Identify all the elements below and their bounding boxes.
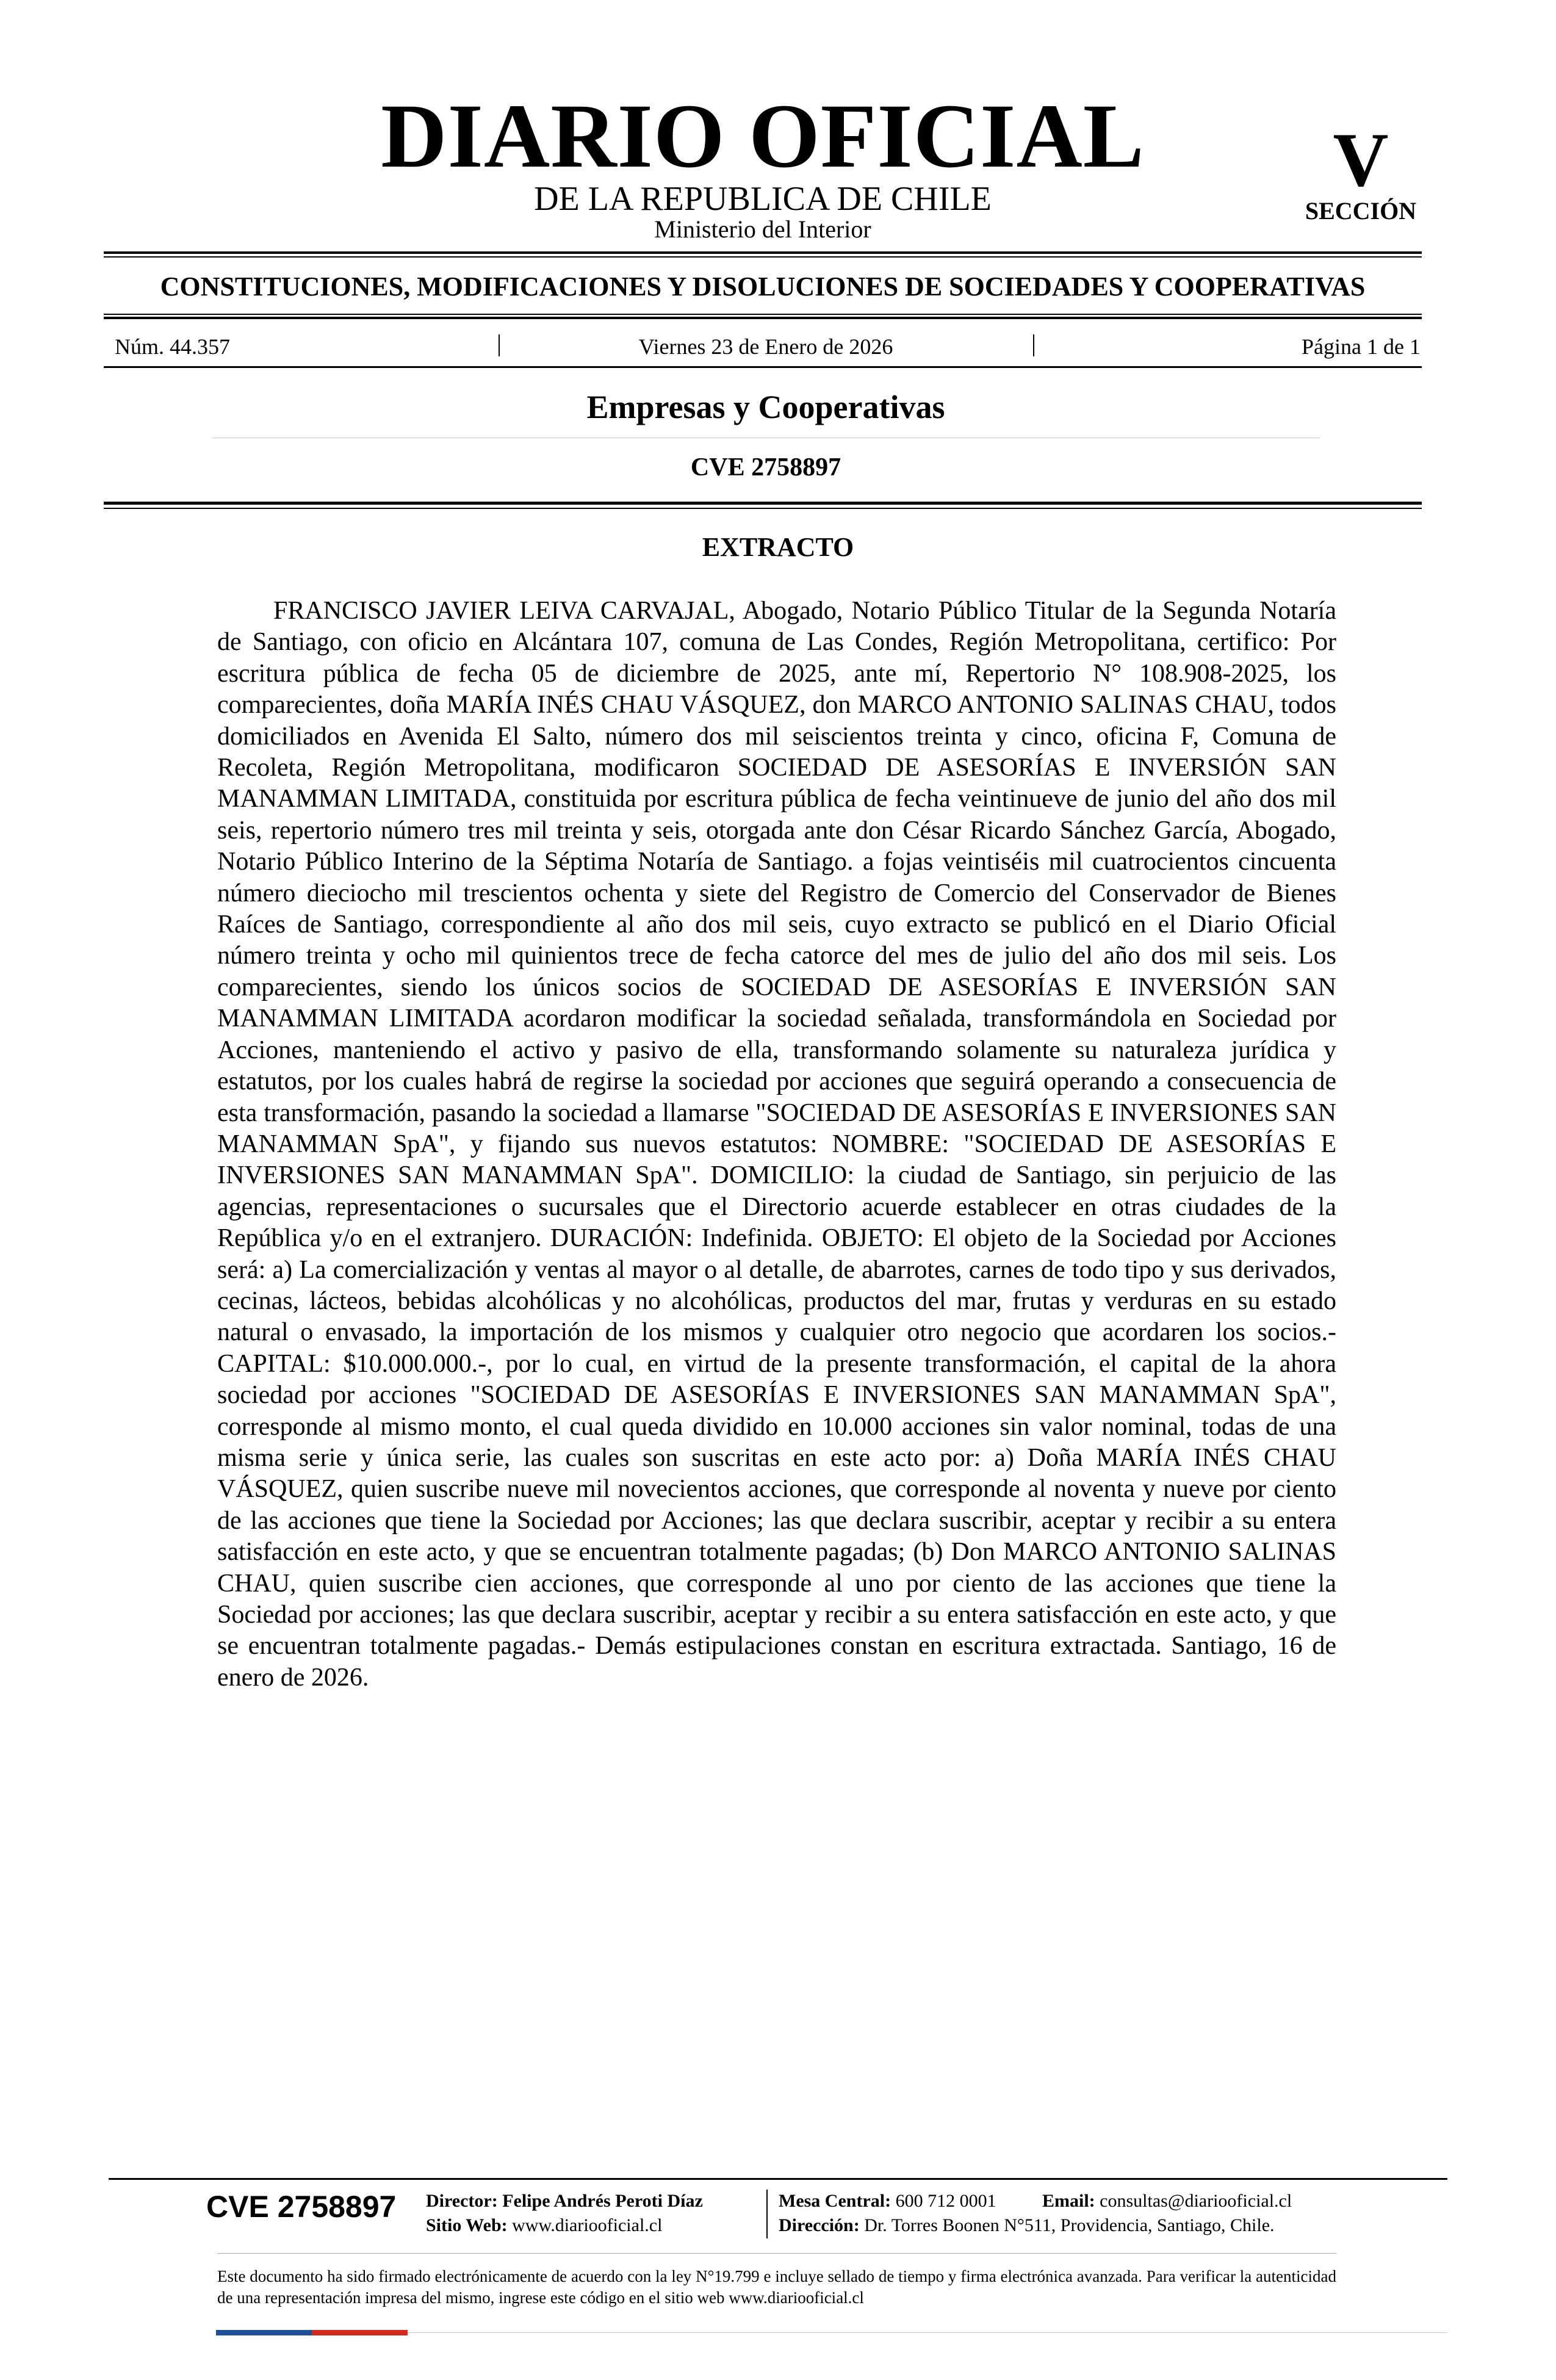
footer-address: [779, 2216, 1275, 2235]
footer-phone: [779, 2192, 996, 2210]
flag-red-segment: [312, 2330, 408, 2335]
info-separator: [1033, 334, 1034, 356]
address-text: Dr. Torres Boonen N°511, Providencia, Santiago, Chile.: [864, 2215, 1275, 2235]
section-title: CONSTITUCIONES, MODIFICACIONES Y DISOLUCIONES DE SOCIEDADES Y COOPERATIVAS: [160, 272, 1366, 301]
category-title: Empresas y Cooperativas: [586, 389, 945, 425]
info-rule: [104, 366, 1422, 368]
issue-number: Núm. 44.357: [115, 334, 230, 359]
phone-number: 600 712 0001: [895, 2191, 996, 2211]
address-label: Dirección:: [779, 2215, 860, 2235]
footer-website: [426, 2216, 662, 2235]
footer-rule-top: [109, 2178, 1447, 2180]
masthead-ministry: Ministerio del Interior: [654, 215, 871, 243]
issue-date: Viernes 23 de Enero de 2026: [638, 334, 893, 359]
footer-rule-mid: [217, 2253, 1336, 2254]
email-link[interactable]: consultas@diariooficial.cl: [1100, 2191, 1292, 2211]
document-heading: EXTRACTO: [702, 532, 854, 562]
header-bottom-rule-thick: [104, 502, 1422, 505]
footer-divider: [766, 2190, 768, 2238]
edition-label: SECCIÓN: [1305, 197, 1417, 225]
footer-cve-code: CVE 2758897: [206, 2190, 397, 2224]
section-rule-thick: [104, 317, 1422, 319]
document-body: FRANCISCO JAVIER LEIVA CARVAJAL, Abogado, Notario Público Titular de la Segunda Notaría de Santiago, con oficio en Alcántara 107, comuna de Las Condes, Región Metropolitana, certifico: Por escritura pública de fecha 05 de diciembre de 2025, ante mí, Repertorio N° 108.908-2025, los comparecientes, doña MARÍA INÉS CHAU VÁSQUEZ, don MARCO ANTONIO SALINAS CHAU, todos domiciliados en Avenida El Salto, número dos mil seiscientos treinta y cinco, oficina F, Comuna de Recoleta, Región Metropolitana, modificaron SOCIEDAD DE ASESORÍAS E INVERSIÓN SAN MANAMMAN LIMITADA, constituida por escritura pública de fecha veintinueve de junio del año dos mil seis, repertorio número tres mil treinta y seis, otorgada ante don César Ricardo Sánchez García, Abogado, Notario Público Interino de la Séptima Notaría de Santiago. a fojas veintiséis mil cuatrocientos cincuenta número dieciocho mil trescientos ochenta y siete del Registro de Comercio del Conservador de Bienes Raíces de Santiago, correspondiente al año dos mil seis, cuyo extracto se publicó en el Diario Oficial número treinta y ocho mil quinientos trece de fecha catorce del mes de julio del año dos mil seis. Los comparecientes, siendo los únicos socios de SOCIEDAD DE ASESORÍAS E INVERSIÓN SAN MANAMMAN LIMITADA acordaron modificar la sociedad señalada, transformándola en Sociedad por Acciones, manteniendo el activo y pasivo de ella, transformando solamente su naturaleza jurídica y estatutos, por los cuales habrá de regirse la sociedad por acciones que seguirá operando a consecuencia de esta transformación, pasando la sociedad a llamarse "SOCIEDAD DE ASESORÍAS E INVERSIONES SAN MANAMMAN SpA", y fijando sus nuevos estatutos: NOMBRE: "SOCIEDAD DE ASESORÍAS E INVERSIONES SAN MANAMMAN SpA". DOMICILIO: la ciudad de Santiago, sin perjuicio de las agencias, representaciones o sucursales que el Directorio acuerde establecer en otras ciudades de la República y/o en el extranjero. DURACIÓN: Indefinida. OBJETO: El objeto de la Sociedad por Acciones será: a) La comercialización y ventas al mayor o al detalle, de abarrotes, carnes de todo tipo y sus derivados, cecinas, lácteos, bebidas alcohólicas y no alcohólicas, productos del mar, frutas y verduras en su estado natural o envasado, la importación de los mismos y cualquier otro negocio que acordaren los socios.- CAPITAL: $10.000.000.-, por lo cual, en virtud de la presente transformación, el capital de la ahora sociedad por acciones "SOCIEDAD DE ASESORÍAS E INVERSIONES SAN MANAMMAN SpA", corresponde al mismo monto, el cual queda dividido en 10.000 acciones sin valor nominal, todas de una misma serie y única serie, las cuales son suscritas en este acto por: a) Doña MARÍA INÉS CHAU VÁSQUEZ, quien suscribe nueve mil novecientos acciones, que corresponde al noventa y nueve por ciento de las acciones que tiene la Sociedad por Acciones; las que declara suscribir, aceptar y recibir a su entera satisfacción en este acto, y que se encuentran totalmente pagadas; (b) Don MARCO ANTONIO SALINAS CHAU, quien suscribe cien acciones, que corresponde al uno por ciento de las acciones que tiene la Sociedad por acciones; las que declara suscribir, aceptar y recibir a su entera satisfacción en este acto, y que se encuentran totalmente pagadas.- Demás estipulaciones constan en escritura extractada. Santiago, 16 de enero de 2026.: [217, 597, 1336, 1692]
footer-authenticity-note: Este documento ha sido firmado electrónicamente de acuerdo con la ley N°19.799 e incluye sellado de tiempo y firma electrónica avanzada. Para verificar la autenticidad de una representación impresa del mismo, ingrese este código en el sitio web www.diariooficial.cl: [217, 2267, 1336, 2307]
director-label: Director:: [426, 2191, 498, 2211]
edition-letter: V: [1333, 118, 1389, 203]
website-label: Sitio Web:: [426, 2215, 508, 2235]
phone-label: Mesa Central:: [779, 2191, 891, 2211]
footer-director: [426, 2192, 703, 2210]
footer-email: [1042, 2192, 1292, 2210]
masthead-subtitle: DE LA REPUBLICA DE CHILE: [534, 180, 992, 218]
flag-blue-segment: [216, 2330, 312, 2335]
masthead-rule-thin: [104, 256, 1422, 258]
email-label: Email:: [1042, 2191, 1095, 2211]
masthead-title: DIARIO OFICIAL: [381, 85, 1145, 187]
director-name: Felipe Andrés Peroti Díaz: [502, 2191, 703, 2211]
website-link[interactable]: www.diariooficial.cl: [512, 2215, 663, 2235]
cve-code: CVE 2758897: [690, 453, 841, 481]
masthead-rule-thick: [104, 251, 1422, 254]
footer-rule-bottom: [408, 2332, 1447, 2333]
section-rule-thin: [104, 314, 1422, 315]
header-bottom-rule-thin: [104, 508, 1422, 509]
page-indicator: Página 1 de 1: [1302, 334, 1421, 359]
flag-color-bar: [216, 2330, 408, 2335]
